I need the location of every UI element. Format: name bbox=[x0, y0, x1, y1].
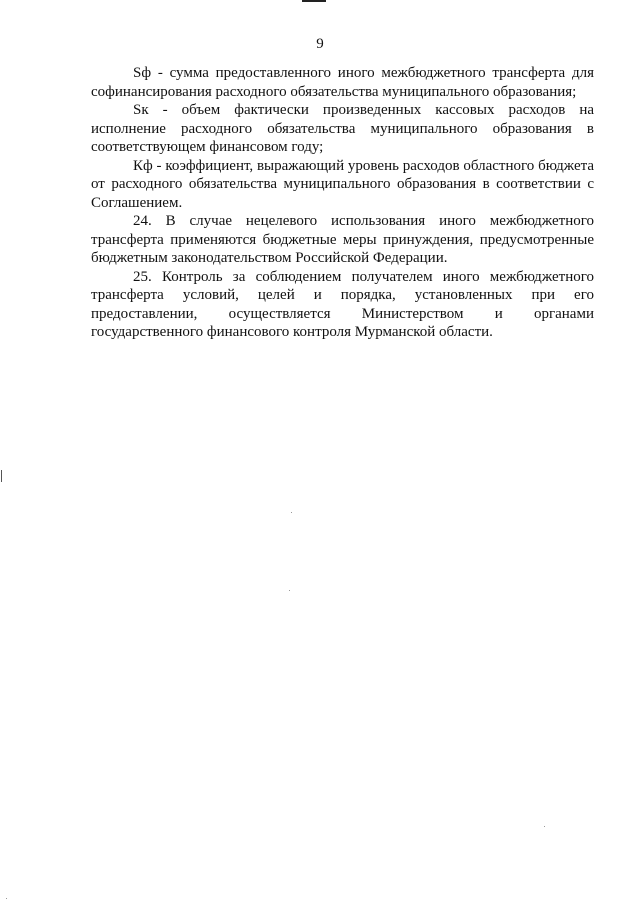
paragraph-sf-definition: Sф - сумма предоставленного иного межбюджетного трансферта для софинансирования расходного обязательства муниципального образования; bbox=[91, 65, 594, 100]
document-body bbox=[91, 64, 594, 342]
scan-artifact-dot bbox=[6, 898, 7, 899]
scan-artifact-line bbox=[1, 470, 2, 482]
paragraph-kf-definition: Кф - коэффициент, выражающий уровень расходов областного бюджета от расходного обязательства муниципального образования в соответствии с Соглашением. bbox=[91, 157, 594, 211]
paragraph-sk-definition: Sк - объем фактически произведенных кассовых расходов на исполнение расходного обязательства муниципального образования в соответствующем финансовом году; bbox=[91, 102, 594, 155]
page-number: 9 bbox=[316, 36, 324, 52]
scan-artifact-dot bbox=[291, 512, 292, 513]
paragraph-item-24: 24. В случае нецелевого использования иного межбюджетного трансферта применяются бюджетные меры принуждения, предусмотренные бюджетным законодательством Российской Федерации. bbox=[91, 213, 594, 266]
scan-artifact-dot bbox=[544, 826, 545, 827]
scan-edge-mark bbox=[302, 0, 326, 2]
scan-artifact-dot bbox=[289, 590, 290, 591]
paragraph-item-25: 25. Контроль за соблюдением получателем иного межбюджетного трансферта условий, целей и порядка, установленных при его предоставлении, осуществляется Министерством и органами государственного финансового контроля Мурманской области. bbox=[91, 268, 594, 340]
